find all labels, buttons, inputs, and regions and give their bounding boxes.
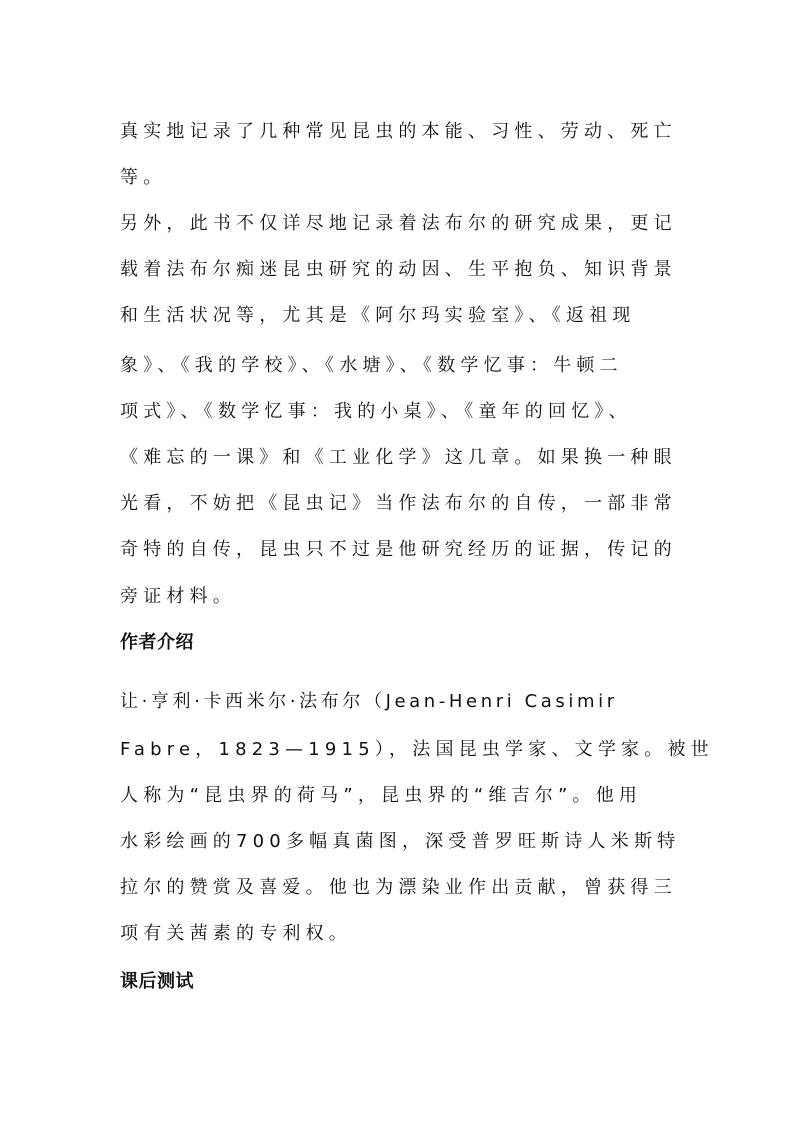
text-line: 等。	[120, 167, 167, 188]
text-line: 项式》、《数学忆事：我的小桌》、《童年的回忆》、	[120, 401, 632, 422]
text-line: 和生活状况等，尤其是《阿尔玛实验室》、《返祖现	[120, 305, 636, 326]
text-line: 另外，此书不仅详尽地记录着法布尔的研究成果，更记	[120, 213, 677, 234]
text-line: 旁证材料。	[120, 586, 236, 607]
text-line: 让·亨利·卡西米尔·法布尔（Jean-Henri Casimir	[120, 691, 618, 712]
text-line: 光看，不妨把《昆虫记》当作法布尔的自传，一部非常	[120, 493, 677, 514]
text-line: 人称为“昆虫界的荷马”，昆虫界的“维吉尔”。他用	[120, 785, 643, 806]
text-line: 载着法布尔痴迷昆虫研究的动因、生平抱负、知识背景	[120, 259, 677, 280]
text-line: 象》、《我的学校》、《水塘》、《数学忆事：牛顿二	[120, 355, 623, 376]
text-line: 《难忘的一课》和《工业化学》这几章。如果换一种眼	[120, 447, 677, 468]
text-line: 真实地记录了几种常见昆虫的本能、习性、劳动、死亡	[120, 121, 677, 142]
text-line: 项有关茜素的专利权。	[120, 923, 352, 944]
text-line: 拉尔的赞赏及喜爱。他也为漂染业作出贡献，曾获得三	[120, 877, 677, 898]
section-heading-author: 作者介绍	[120, 632, 194, 653]
text-line: 水彩绘画的700多幅真菌图，深受普罗旺斯诗人米斯特	[120, 831, 681, 852]
text-line: Fabre，1823—1915），法国昆虫学家、文学家。被世	[120, 739, 714, 760]
text-line: 奇特的自传，昆虫只不过是他研究经历的证据，传记的	[120, 539, 677, 560]
section-heading-test: 课后测试	[120, 971, 194, 992]
